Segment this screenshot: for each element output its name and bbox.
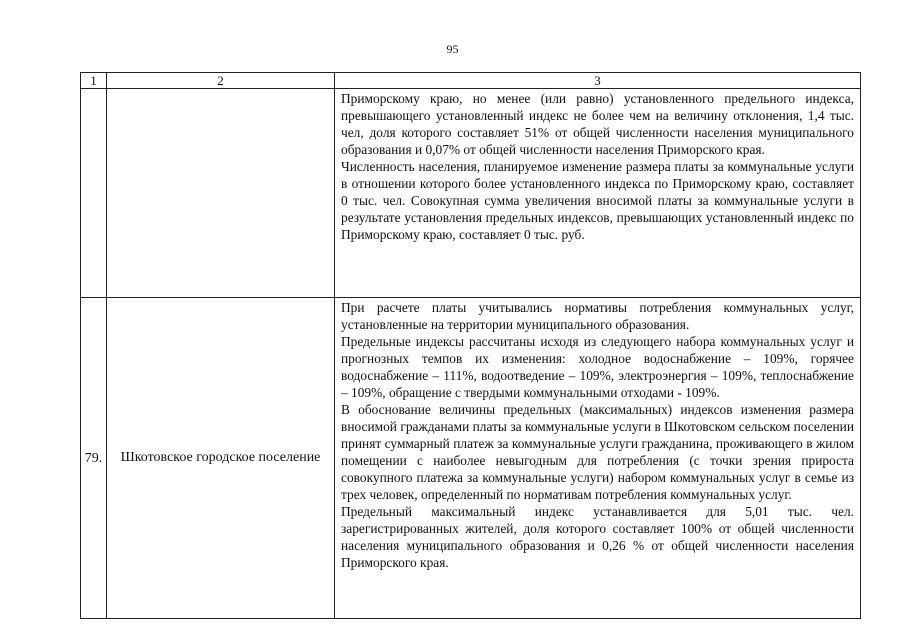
column-header-1: 1	[81, 73, 107, 89]
column-header-3: 3	[335, 73, 861, 89]
paragraph: При расчете платы учитывались нормативы потребления коммунальных услуг, установленные на территории муниципального образования.	[341, 300, 854, 332]
column-header-2: 2	[107, 73, 335, 89]
page-number: 95	[446, 42, 459, 56]
municipality-name	[107, 89, 335, 298]
data-table	[80, 72, 861, 619]
table-row	[81, 89, 861, 298]
table-row	[81, 298, 861, 619]
paragraph: Приморскому краю, но менее (или равно) установленного предельного индекса, превышающего установленный индекс не более чем на величину отклонения, 1,4 тыс. чел, доля которого составляет 51% от общей численности населения муниципального образования и 0,07% от общей численности населения Приморского края.	[341, 91, 854, 157]
paragraph: Предельный максимальный индекс устанавливается для 5,01 тыс. чел. зарегистрированных жителей, доля которого составляет 100% от общей численности населения муниципального образования и 0,26 % от общей численности населения Приморского края.	[341, 504, 854, 570]
row-number	[81, 89, 107, 298]
table-header-row	[81, 73, 861, 89]
row-number: 79.	[81, 298, 107, 619]
paragraph: Предельные индексы рассчитаны исходя из следующего набора коммунальных услуг и прогнозных темпов их изменения: холодное водоснабжение – 109%, горячее водоснабжение – 111%, водоотведение – 109%, электроэнергия – 109%, теплоснабжение – 109%, обращение с твердыми коммунальными отходами - 109%.	[341, 334, 854, 400]
description-cell	[335, 298, 861, 619]
paragraph: В обоснование величины предельных (максимальных) индексов изменения размера вносимой гражданами платы за коммунальные услуги в Шкотовском сельском поселении принят суммарный платеж за коммунальные услуги гражданина, проживающего в жилом помещении с наиболее невыгодным для потребления (с точки зрения прироста совокупного платежа за коммунальные услуги) набором коммунальных услуг в семье из трех человек, определенный по нормативам потребления коммунальных услуг.	[341, 402, 854, 502]
description-cell	[335, 89, 861, 298]
municipality-name: Шкотовское городское поселение	[107, 298, 335, 619]
paragraph: Численность населения, планируемое изменение размера платы за коммунальные услуги в отношении которого более установленного индекса по Приморскому краю, составляет 0 тыс. чел. Совокупная сумма увеличения вносимой платы за коммунальные услуги в результате установления предельных индексов, превышающих установленный индекс по Приморскому краю, составляет 0 тыс. руб.	[341, 159, 854, 242]
